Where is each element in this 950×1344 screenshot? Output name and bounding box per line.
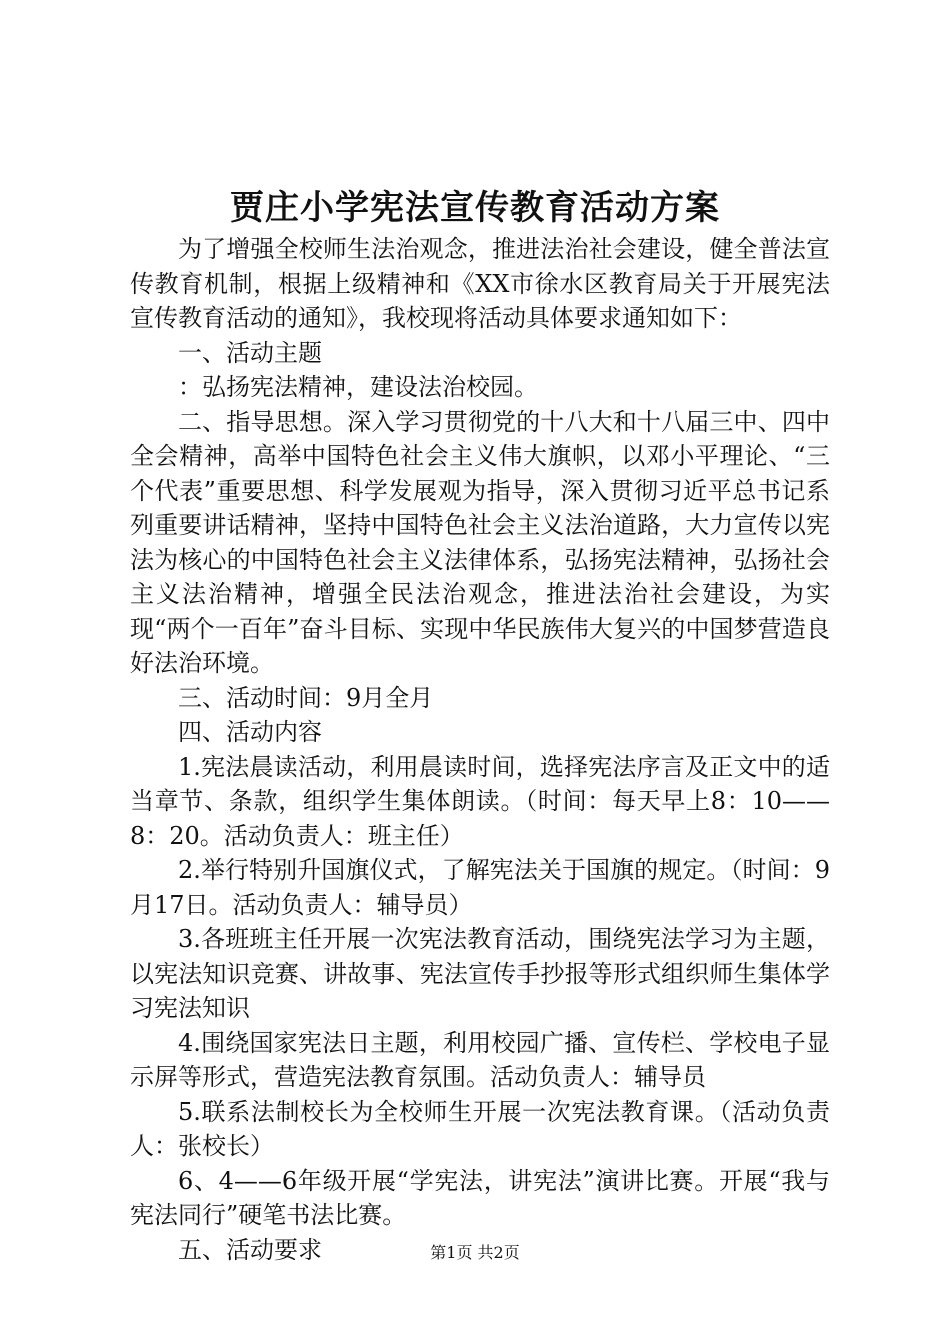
paragraph-intro: 为了增强全校师生法治观念，推进法治社会建设，健全普法宣传教育机制，根据上级精神和《XX市徐水区教育局关于开展宪法宣传教育活动的通知》，我校现将活动具体要求通知如下：: [130, 235, 830, 332]
heading-activity-theme: 一、活动主题: [178, 338, 322, 367]
list-item-4: 4.围绕国家宪法日主题，利用校园广播、宣传栏、学校电子显示屏等形式，营造宪法教育氛围。活动负责人：辅导员: [130, 1028, 830, 1091]
document-title: 贾庄小学宪法宣传教育活动方案: [230, 188, 720, 228]
list-item-5: 5.联系法制校长为全校师生开展一次宪法教育课。（活动负责人：张校长）: [130, 1097, 830, 1160]
list-item-2: 2.举行特别升国旗仪式，了解宪法关于国旗的规定。（时间：9月17日。活动负责人：辅导员）: [130, 856, 830, 919]
heading-activity-content: 四、活动内容: [178, 718, 322, 746]
page-footer: 第1页 共2页: [430, 1243, 520, 1262]
list-item-6: 6、4——6年级开展“学宪法，讲宪法”演讲比赛。开展“我与宪法同行”硬笔书法比赛。: [130, 1166, 830, 1229]
paragraph-activity-theme: ：弘扬宪法精神，建设法治校园。: [178, 373, 538, 401]
list-item-1: 1.宪法晨读活动，利用晨读时间，选择宪法序言及正文中的适当章节、条款，组织学生集体朗读。（时间：每天早上8：10——8：20。活动负责人：班主任）: [130, 752, 830, 850]
document-body: [130, 232, 830, 1267]
paragraph-activity-time: 三、活动时间：9月全月: [178, 683, 434, 712]
paragraph-guiding-ideology: 二、指导思想。深入学习贯彻党的十八大和十八届三中、四中全会精神，高举中国特色社会主义伟大旗帜，以邓小平理论、“三个代表”重要思想、科学发展观为指导，深入贯彻习近平总书记系列重要讲话精神，坚持中国特色社会主义法治道路，大力宣传以宪法为核心的中国特色社会主义法律体系，弘扬宪法精神，弘扬社会主义法治精神，增强全民法治观念，推进法治社会建设，为实现“两个一百年”奋斗目标、实现中华民族伟大复兴的中国梦营造良好法治环境。: [130, 407, 830, 677]
list-item-3: 3.各班班主任开展一次宪法教育活动，围绕宪法学习为主题，以宪法知识竞赛、讲故事、宪法宣传手抄报等形式组织师生集体学习宪法知识: [130, 925, 830, 1022]
heading-activity-requirements: 五、活动要求: [178, 1235, 322, 1264]
